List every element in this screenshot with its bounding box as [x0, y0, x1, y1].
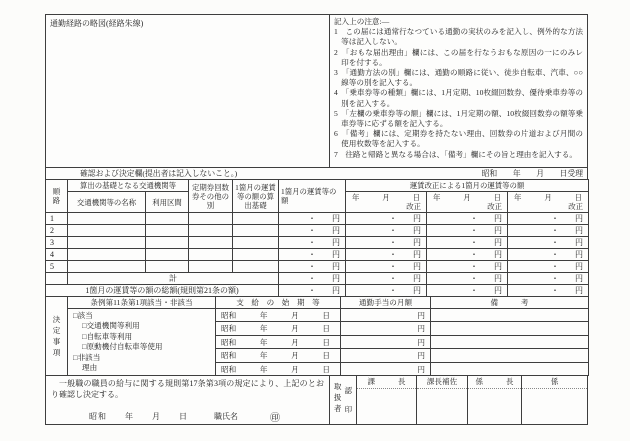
dot: ・: [389, 226, 397, 235]
revised-fare-cell: [346, 213, 427, 225]
start-date-cell: [216, 362, 341, 376]
dot: ・: [551, 262, 560, 271]
handler-seal-label: [330, 376, 357, 425]
usage-section-cell: [146, 237, 189, 249]
received-date: 昭和 年 月 日受理: [481, 169, 583, 178]
seal-col-section-chief: [357, 376, 417, 425]
month-label: 月: [291, 364, 299, 374]
header-monthly-fare: 1箇月の運賃等の額: [279, 180, 346, 213]
seal-icon: ㊞: [270, 413, 280, 425]
dot: ・: [308, 238, 316, 247]
revised-fare-cell: [427, 249, 508, 261]
revised-fare-cell: [508, 261, 589, 273]
yen-mark: 円: [575, 214, 584, 223]
header-ticket-type: 定期券回数券その他の別: [189, 180, 233, 213]
calc-basis-cell: [233, 237, 279, 249]
yen-mark: 円: [332, 286, 340, 295]
yen-mark: 円: [494, 274, 502, 283]
eligibility-checkboxes: [68, 309, 216, 376]
dot: ・: [551, 250, 560, 259]
calc-basis-cell: [233, 213, 279, 225]
revised-fare-cell: [508, 213, 589, 225]
note-item-4: 4 「乗車券等の種類」欄には、1月定期、10枚綴回数券、優待乗車券等の別を記入する。: [333, 88, 583, 108]
dot: ・: [308, 274, 316, 283]
seal-col-header: 課長補佐: [417, 376, 467, 389]
dot: ・: [389, 286, 397, 295]
month-label: 月: [291, 324, 299, 334]
revised-fare-total-cell: [508, 273, 589, 285]
day-label: 日: [322, 310, 330, 320]
revision-mark: 改正: [568, 202, 584, 211]
yen-mark: 円: [332, 226, 340, 235]
monthly-fare-total-cell: [279, 273, 346, 285]
year-label: 年: [259, 337, 268, 347]
yen-mark: 円: [413, 274, 421, 283]
monthly-amount-cell: [341, 349, 431, 362]
seal-col-deputy-chief: [417, 376, 468, 425]
yen-mark: 円: [332, 274, 340, 283]
dot: ・: [551, 274, 560, 283]
seal-col-staff: [522, 376, 588, 425]
day-label: 日: [322, 324, 330, 334]
dot: ・: [389, 262, 397, 271]
header-start-date: 支 給 の 始 期 等: [216, 297, 341, 309]
dot: ・: [470, 214, 478, 223]
ticket-type-cell: [189, 261, 233, 273]
footer-date: 昭和 年 月 日: [89, 412, 188, 422]
revision-ymd: 年 月 日: [433, 193, 501, 202]
route-no-cell: 5: [46, 261, 68, 273]
route-no-cell: 1: [46, 213, 68, 225]
yen-mark: 円: [332, 250, 340, 259]
era-label: 昭和: [221, 324, 237, 334]
era-label: 昭和: [221, 337, 237, 347]
route-no-cell: 2: [46, 225, 68, 237]
yen-mark: 円: [417, 337, 425, 347]
dot: ・: [470, 274, 478, 283]
seal-col-subsection-chief: [468, 376, 522, 425]
checkbox-item-transport[interactable]: [73, 321, 210, 331]
checkbox-item-eligible[interactable]: [73, 311, 210, 321]
top-section: [45, 14, 588, 168]
header-revision-group: 運賃改正による1箇月の運賃等の額: [346, 180, 589, 192]
dot: ・: [389, 274, 397, 283]
start-date-cell: [216, 309, 341, 322]
dot: ・: [470, 238, 478, 247]
month-label: 月: [291, 310, 299, 320]
header-revision-date-1: [346, 192, 427, 213]
yen-mark: 円: [413, 238, 421, 247]
yen-mark: 円: [575, 238, 584, 247]
checkbox-label: 理由: [82, 363, 98, 373]
yen-mark: 円: [332, 238, 340, 247]
route-no-cell: [46, 273, 68, 285]
note-item-6: 6 「備考」欄には、定期券を持たない理由、回数券の片道および月間の使用枚数等を記入する。: [333, 129, 583, 149]
start-date-cell: [216, 349, 341, 362]
total-row: [46, 273, 589, 285]
remarks-cell: [431, 349, 589, 362]
calc-basis-cell: [233, 261, 279, 273]
ticket-type-cell: [189, 249, 233, 261]
monthly-amount-cell: [341, 362, 431, 376]
yen-mark: 円: [494, 250, 502, 259]
seal-col-header: 課 長: [357, 376, 416, 389]
route-no-cell: 3: [46, 237, 68, 249]
footer-statement: 一般職の職員の給与に関する規則第17条第3項の規定により、上記のとおり確認し決定する。: [51, 379, 324, 399]
revised-fare-cell: [346, 249, 427, 261]
checkbox-label: 原動機付自転車等使用: [86, 342, 163, 352]
fare-row: [46, 213, 589, 225]
transport-name-cell: [68, 237, 146, 249]
monthly-fare-cell: [279, 249, 346, 261]
usage-section-cell: [146, 249, 189, 261]
dot: ・: [551, 214, 560, 223]
header-basis-group: 算出の基礎となる交通機関等: [68, 180, 189, 192]
year-label: 年: [259, 364, 268, 374]
revision-mark: 改正: [487, 202, 502, 211]
decision-statement-box: [45, 375, 330, 425]
calc-basis-cell: [233, 249, 279, 261]
yen-mark: 円: [413, 214, 421, 223]
header-transport-name: 交通機関等の名称: [68, 192, 146, 213]
note-item-7: 7 往路と帰路と異なる場合は、「備考」欄にその旨と理由を記入する。: [333, 149, 577, 159]
checkbox-label: 交通機関等利用: [86, 321, 140, 331]
revision-ymd: 年 月 日: [514, 193, 583, 202]
checkbox-icon[interactable]: □: [82, 331, 87, 341]
revised-fare-cell: [508, 237, 589, 249]
revision-mark: 改正: [406, 202, 421, 211]
era-label: 昭和: [221, 364, 237, 374]
transport-name-cell: [68, 249, 146, 261]
fare-row: [46, 249, 589, 261]
monthly-fare-cell: [279, 237, 346, 249]
dot: ・: [470, 286, 478, 295]
notes-box: [330, 15, 587, 167]
monthly-fare-cell: [279, 261, 346, 273]
revised-fare-cell: [427, 261, 508, 273]
revised-fare-total-cell: [427, 273, 508, 285]
era-label: 昭和: [221, 351, 237, 361]
dot: ・: [308, 214, 316, 223]
fare-row: [46, 237, 589, 249]
grand-total-cell: [427, 285, 508, 297]
decision-table: [45, 296, 589, 376]
usage-section-cell: [146, 213, 189, 225]
day-label: 日: [322, 351, 330, 361]
header-usage-section: 利用区間: [146, 192, 189, 213]
checkbox-item-not-eligible[interactable]: [73, 353, 210, 363]
yen-mark: 円: [575, 226, 584, 235]
monthly-amount-cell: [341, 309, 431, 322]
remarks-cell: [431, 335, 589, 348]
commute-form: [45, 14, 588, 425]
revised-fare-total-cell: [346, 273, 427, 285]
yen-mark: 円: [417, 310, 425, 320]
revised-fare-cell: [427, 225, 508, 237]
checkbox-icon[interactable]: □: [82, 342, 87, 352]
header-monthly-amount: 通勤手当の月額: [341, 297, 431, 309]
day-label: 日: [322, 337, 330, 347]
note-item-5: 5 「左欄の乗車券等の額」欄には、1月定期の額、10枚綴回数券の額等乗車券等に応ずる額を記入する。: [333, 108, 583, 129]
note-item-2: 2 「おもな届出理由」欄には、この届を行なうおもな原因の一にのみレ印を付する。: [333, 47, 583, 67]
revised-fare-cell: [346, 225, 427, 237]
revised-fare-cell: [508, 249, 589, 261]
total-label: 計: [68, 273, 279, 285]
note-item-3: 3 「通勤方法の別」欄には、通勤の順路に従い、徒歩自転車、汽車、○○線等の別を記入する。: [333, 68, 583, 88]
grand-total-cell: [346, 285, 427, 297]
monthly-fare-cell: [279, 225, 346, 237]
seal-col-header: 係: [522, 376, 587, 389]
route-sketch-box: [46, 15, 330, 167]
remarks-cell: [431, 309, 589, 322]
handler-label-left: 取扱者: [333, 382, 342, 414]
revised-fare-cell: [346, 237, 427, 249]
footer-section: [45, 375, 588, 425]
ticket-type-cell: [189, 237, 233, 249]
yen-mark: 円: [575, 286, 584, 295]
start-date-cell: [216, 335, 341, 348]
dot: ・: [470, 226, 478, 235]
header-route-no: 順路: [46, 180, 68, 213]
header-revision-date-2: [427, 192, 508, 213]
remarks-cell: [431, 322, 589, 335]
revised-fare-cell: [346, 261, 427, 273]
grand-total-label: 1箇月の運賃等の額の総額(規則第21条の額): [46, 285, 279, 297]
grand-total-cell: [508, 285, 589, 297]
day-label: 日: [322, 364, 330, 374]
yen-mark: 円: [413, 262, 421, 271]
yen-mark: 円: [413, 226, 421, 235]
route-no-cell: 4: [46, 249, 68, 261]
dot: ・: [551, 238, 560, 247]
revised-fare-cell: [427, 213, 508, 225]
checkbox-icon[interactable]: □: [73, 352, 78, 362]
yen-mark: 円: [417, 351, 425, 361]
decision-side-label: 決定事項: [46, 297, 68, 376]
notes-title: 記入上の注意:—: [333, 17, 390, 26]
handler-label-right: 認印: [344, 386, 353, 415]
ticket-type-cell: [189, 225, 233, 237]
ticket-type-cell: [189, 213, 233, 225]
reason-label: [73, 363, 210, 373]
dot: ・: [308, 250, 316, 259]
transport-name-cell: [68, 213, 146, 225]
monthly-fare-cell: [279, 213, 346, 225]
grand-total-row: [46, 285, 589, 297]
yen-mark: 円: [413, 286, 421, 295]
revised-fare-cell: [508, 225, 589, 237]
checkbox-label: 非該当: [77, 352, 101, 362]
dot: ・: [308, 262, 316, 271]
note-item-1: 1 この届には通常行なつている通勤の実状のみを記入し、例外的な方法等は記入しない。: [333, 27, 583, 47]
yen-mark: 円: [575, 250, 584, 259]
yen-mark: 円: [494, 262, 502, 271]
usage-section-cell: [146, 225, 189, 237]
checkbox-label: 自転車等利用: [86, 331, 133, 341]
transport-name-cell: [68, 261, 146, 273]
grand-total-cell: [279, 285, 346, 297]
dot: ・: [389, 238, 397, 247]
dot: ・: [308, 226, 316, 235]
header-eligibility: 条例第11条第1項該当・非該当: [68, 297, 216, 309]
dot: ・: [470, 262, 478, 271]
monthly-amount-cell: [341, 322, 431, 335]
year-label: 年: [259, 324, 268, 334]
yen-mark: 円: [575, 274, 584, 283]
usage-section-cell: [146, 261, 189, 273]
start-date-cell: [216, 322, 341, 335]
yen-mark: 円: [332, 214, 340, 223]
yen-mark: 円: [413, 250, 421, 259]
transport-name-cell: [68, 225, 146, 237]
header-calc-basis: 1箇月の運賃等の額の算出基礎: [233, 180, 279, 213]
yen-mark: 円: [417, 364, 425, 374]
checkbox-icon[interactable]: □: [73, 311, 78, 320]
revised-fare-cell: [427, 237, 508, 249]
fare-table: [45, 179, 589, 297]
dot: ・: [551, 286, 560, 295]
dot: ・: [389, 250, 397, 259]
checkbox-item-bicycle[interactable]: [73, 332, 210, 342]
fare-row: [46, 225, 589, 237]
era-label: 昭和: [221, 310, 237, 320]
header-remarks: 備 考: [431, 297, 589, 309]
checkbox-item-motorbike[interactable]: [73, 342, 210, 352]
yen-mark: 円: [332, 262, 340, 271]
yen-mark: 円: [417, 324, 425, 334]
dot: ・: [551, 226, 560, 235]
name-label: 職氏名: [214, 412, 238, 422]
dot: ・: [389, 214, 397, 223]
remarks-cell: [431, 362, 589, 376]
month-label: 月: [291, 351, 299, 361]
yen-mark: 円: [494, 226, 502, 235]
dot: ・: [470, 250, 478, 259]
confirm-label: 確認および決定欄(提出者は記入しないこと。): [80, 169, 238, 178]
header-revision-date-3: [508, 192, 589, 213]
checkbox-icon[interactable]: □: [82, 321, 87, 331]
checkbox-label: 該当: [77, 311, 93, 320]
monthly-amount-cell: [341, 335, 431, 348]
yen-mark: 円: [494, 214, 502, 223]
seal-table: [329, 375, 588, 425]
revision-ymd: 年 月 日: [352, 193, 420, 202]
month-label: 月: [291, 337, 299, 347]
calc-basis-cell: [233, 225, 279, 237]
year-label: 年: [259, 351, 268, 361]
year-label: 年: [259, 310, 268, 320]
yen-mark: 円: [494, 238, 502, 247]
route-sketch-title: 通勤経路の略図(経路朱線): [50, 19, 144, 28]
yen-mark: 円: [575, 262, 584, 271]
seal-col-header: 係 長: [468, 376, 521, 389]
yen-mark: 円: [494, 286, 502, 295]
dot: ・: [308, 286, 316, 295]
fare-row: [46, 261, 589, 273]
signature-line: [51, 409, 324, 424]
